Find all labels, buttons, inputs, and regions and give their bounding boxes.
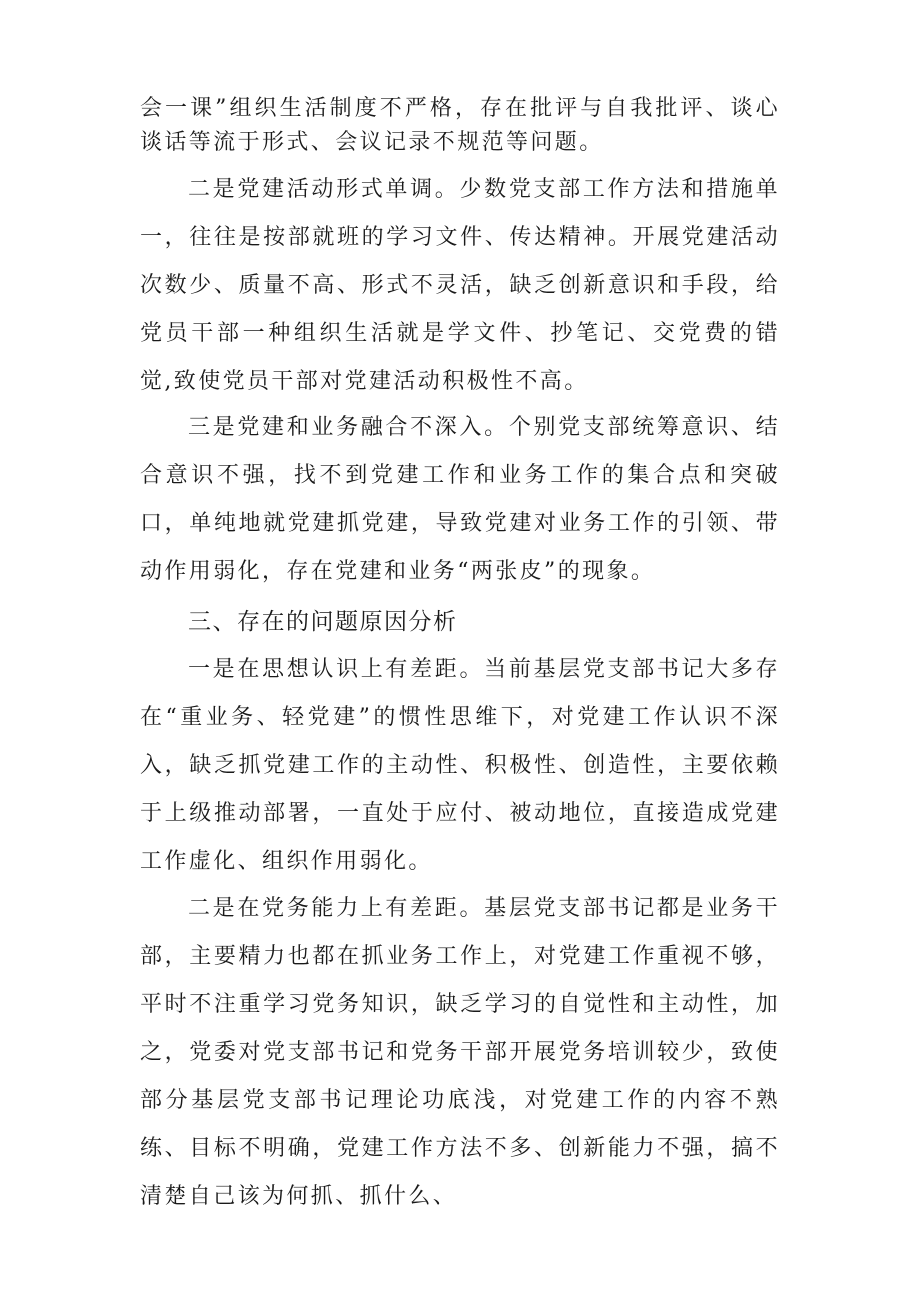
paragraph-awareness-gap: 一是在思想认识上有差距。当前基层党支部书记大多存在“重业务、轻党建”的惯性思维下，对党建工作认识不深入，缺乏抓党建工作的主动性、积极性、创造性，主要依赖于上级推动部署，一直处于应付、被动地位，直接造成党建工作虚化、组织作用弱化。 — [140, 657, 780, 874]
section-heading: 三、存在的问题原因分析 — [188, 609, 458, 635]
paragraph-integration: 三是党建和业务融合不深入。个别党支部统筹意识、结合意识不强，找不到党建工作和业务工作的集合点和突破口，单纯地就党建抓党建，导致党建对业务工作的引领、带动作用弱化，存在党建和业务“两张皮”的现象。 — [140, 415, 780, 584]
paragraph-continuation: 会一课”组织生活制度不严格，存在批评与自我批评、谈心谈话等流于形式、会议记录不规范等问题。 — [140, 96, 780, 155]
paragraph-activity-form: 二是党建活动形式单调。少数党支部工作方法和措施单一，往往是按部就班的学习文件、传达精神。开展党建活动次数少、质量不高、形式不灵活，缺乏创新意识和手段，给党员干部一种组织生活就是学文件、抄笔记、交党费的错觉,致使党员干部对党建活动积极性不高。 — [140, 177, 780, 394]
paragraph-capability-gap: 二是在党务能力上有差距。基层党支部书记都是业务干部，主要精力也都在抓业务工作上，对党建工作重视不够，平时不注重学习党务知识，缺乏学习的自觉性和主动性，加之，党委对党支部书记和党务干部开展党务培训较少，致使部分基层党支部书记理论功底浅，对党建工作的内容不熟练、目标不明确，党建工作方法不多、创新能力不强，搞不清楚自己该为何抓、抓什么、 — [140, 896, 780, 1209]
